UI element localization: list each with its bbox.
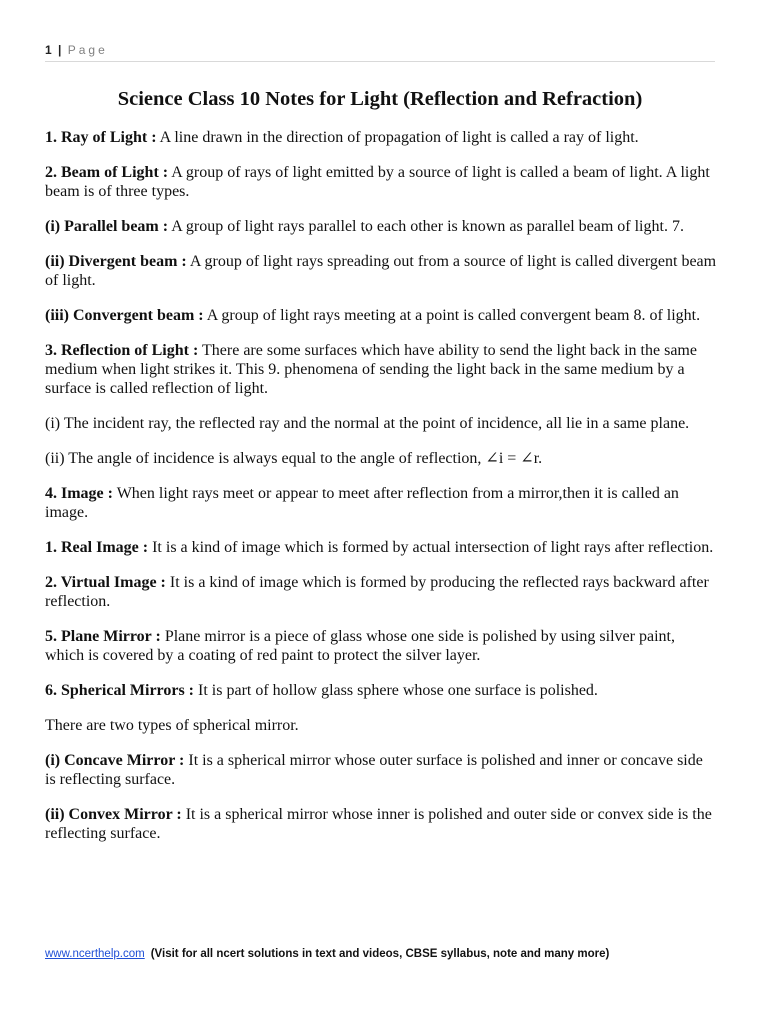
paragraph-label: 2. Beam of Light :	[45, 164, 169, 181]
paragraph-label: 1. Ray of Light :	[45, 129, 157, 146]
paragraph-label: (i) Concave Mirror :	[45, 752, 185, 769]
paragraph-label: 6. Spherical Mirrors :	[45, 682, 195, 699]
note-paragraph	[45, 341, 717, 398]
paragraph-text: It is a kind of image which is formed by producing the reflected rays backward after reflection.	[45, 574, 709, 610]
paragraph-text: A line drawn in the direction of propagation of light is called a ray of light.	[156, 129, 639, 146]
note-paragraph	[45, 573, 717, 611]
note-paragraph	[45, 217, 717, 236]
paragraph-label: (ii) Convex Mirror :	[45, 806, 182, 823]
paragraph-label: 1. Real Image :	[45, 539, 149, 556]
paragraph-label: (iii) Convergent beam :	[45, 307, 204, 324]
note-paragraph	[45, 805, 717, 843]
paragraph-text: A group of rays of light emitted by a source of light is called a beam of light. A light beam is of three types.	[45, 164, 710, 200]
note-paragraph	[45, 449, 717, 468]
notes-content	[45, 128, 717, 859]
paragraph-label: 5. Plane Mirror :	[45, 628, 161, 645]
paragraph-text: (ii) The angle of incidence is always equal to the angle of reflection, ∠i = ∠r.	[45, 450, 543, 467]
note-paragraph	[45, 484, 717, 522]
note-paragraph	[45, 414, 717, 433]
paragraph-text: There are some surfaces which have ability to send the light back in the same medium when light strikes it. This 9. phenomena of sending the light back in the same medium by a surface is called reflection of light.	[45, 342, 697, 397]
paragraph-text: It is a kind of image which is formed by actual intersection of light rays after reflection.	[148, 539, 714, 556]
paragraph-text: (i) The incident ray, the reflected ray and the normal at the point of incidence, all lie in a same plane.	[45, 415, 690, 432]
paragraph-text: It is a spherical mirror whose inner is polished and outer side or convex side is the reflecting surface.	[45, 806, 712, 842]
page-word: Page	[67, 43, 108, 57]
note-paragraph	[45, 627, 717, 665]
note-paragraph	[45, 163, 717, 201]
note-paragraph	[45, 252, 717, 290]
footer-note: (Visit for all ncert solutions in text and videos, CBSE syllabus, note and many more)	[150, 948, 610, 960]
paragraph-text: A group of light rays spreading out from a source of light is called divergent beam of light.	[45, 253, 717, 289]
paragraph-text: It is part of hollow glass sphere whose one surface is polished.	[194, 682, 598, 699]
note-paragraph	[45, 538, 717, 557]
paragraph-label: (ii) Divergent beam :	[45, 253, 187, 270]
page-header	[45, 43, 715, 62]
paragraph-label: 4. Image :	[45, 485, 113, 502]
note-paragraph	[45, 306, 717, 325]
page-separator: |	[58, 43, 62, 57]
paragraph-text: A group of light rays parallel to each other is known as parallel beam of light. 7.	[168, 218, 684, 235]
paragraph-label: (i) Parallel beam :	[45, 218, 169, 235]
note-paragraph	[45, 128, 717, 147]
paragraph-text: There are two types of spherical mirror.	[45, 717, 299, 734]
note-paragraph	[45, 751, 717, 789]
page-number: 1	[45, 43, 53, 57]
paragraph-label: 2. Virtual Image :	[45, 574, 166, 591]
website-link[interactable]: www.ncerthelp.com	[45, 948, 145, 960]
note-paragraph	[45, 681, 717, 700]
paragraph-label: 3. Reflection of Light :	[45, 342, 199, 359]
page-footer	[45, 948, 725, 960]
note-paragraph	[45, 716, 717, 735]
paragraph-text: Plane mirror is a piece of glass whose one side is polished by using silver paint, which is covered by a coating of red paint to protect the silver layer.	[45, 628, 675, 664]
paragraph-text: A group of light rays meeting at a point is called convergent beam 8. of light.	[203, 307, 701, 324]
paragraph-text: It is a spherical mirror whose outer surface is polished and inner or concave side is reflecting surface.	[45, 752, 703, 788]
document-title: Science Class 10 Notes for Light (Reflection and Refraction)	[117, 88, 643, 110]
paragraph-text: When light rays meet or appear to meet after reflection from a mirror,then it is called an image.	[45, 485, 679, 521]
